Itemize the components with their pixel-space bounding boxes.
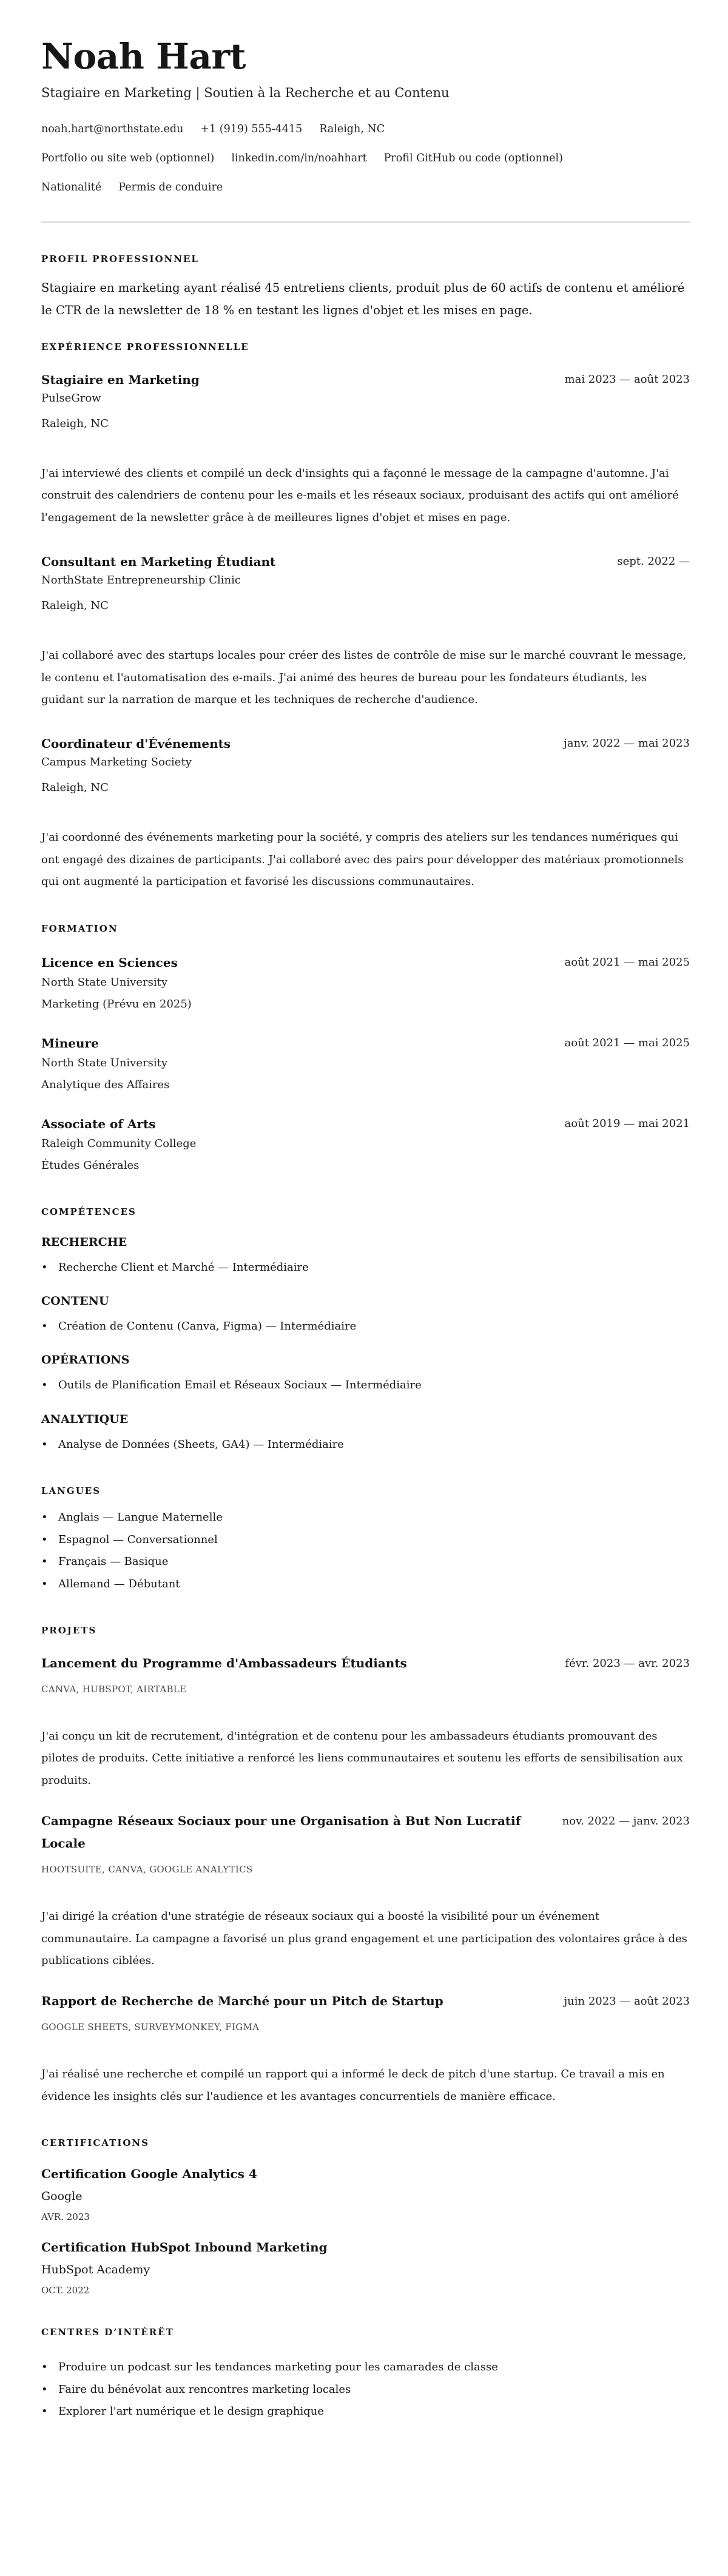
section-title: COMPÉTENCES: [41, 1206, 136, 1217]
drivers-license: Permis de conduire: [118, 181, 223, 193]
skill-list: [41, 1257, 690, 1279]
job-description: J'ai collaboré avec des startups locales pour créer des listes de contrôle de mise sur le marché couvrant le message, le contenu et l'automatisation des e-mails. J'ai animé des heures de bureau pour les fondateurs étudiants, les guidant sur la narration de marque et les techniques de recherche d'audience.: [41, 649, 687, 707]
experience-header: [41, 553, 690, 570]
section-title: LANGUES: [41, 1485, 101, 1497]
field-of-study: Études Générales: [41, 1159, 140, 1172]
skill-list: [41, 1374, 690, 1396]
github-link[interactable]: Profil GitHub ou code (optionnel): [383, 152, 563, 164]
job-title: Stagiaire en Marketing: [41, 372, 200, 387]
certification-date: AVR. 2023: [41, 2211, 90, 2223]
job-dates: sept. 2022 —: [617, 555, 690, 568]
interest-item: • Explorer l'art numérique et le design graphique: [41, 2401, 690, 2423]
job-location: Raleigh, NC: [41, 781, 109, 795]
nationality: Nationalité: [41, 181, 102, 193]
skill-category-title: OPÉRATIONS: [41, 1353, 130, 1367]
job-location: Raleigh, NC: [41, 599, 109, 613]
skill-list: [41, 1316, 690, 1337]
skill-item: • Recherche Client et Marché — Intermédiaire: [41, 1257, 690, 1279]
portfolio-link[interactable]: Portfolio ou site web (optionnel): [41, 152, 215, 164]
project-header: [41, 1810, 690, 1855]
certification-date: OCT. 2022: [41, 2285, 90, 2296]
project-title: Campagne Réseaux Sociaux pour une Organisation à But Non Lucratif Locale: [41, 1814, 521, 1851]
skill-item: • Outils de Planification Email et Réseaux Sociaux — Intermédiaire: [41, 1374, 690, 1396]
header-divider: [41, 221, 690, 223]
job-dates: janv. 2022 — mai 2023: [564, 737, 690, 750]
projects-section: [41, 1624, 690, 2108]
field-of-study: Marketing (Prévu en 2025): [41, 997, 192, 1011]
contact-line: [41, 144, 690, 173]
candidate-name: Noah Hart: [41, 36, 246, 77]
skill-item: • Création de Contenu (Canva, Figma) — Intermédiaire: [41, 1316, 690, 1337]
section-title: PROJETS: [41, 1624, 97, 1636]
experience-header: [41, 735, 690, 752]
project-dates: nov. 2022 — janv. 2023: [562, 1815, 690, 1828]
location: Raleigh, NC: [319, 123, 385, 135]
project-item: [41, 1810, 690, 1972]
experience-header: [41, 371, 690, 388]
candidate-headline: Stagiaire en Marketing | Soutien à la Recherche et au Contenu: [41, 86, 450, 100]
contact-line: [41, 173, 690, 202]
education-dates: août 2021 — mai 2025: [564, 955, 690, 969]
project-technologies: CANVA, HUBSPOT, AIRTABLE: [41, 1683, 187, 1695]
project-technologies: HOOTSUITE, CANVA, GOOGLE ANALYTICS: [41, 1864, 253, 1875]
skill-item: • Analyse de Données (Sheets, GA4) — Intermédiaire: [41, 1434, 690, 1456]
school-name: North State University: [41, 1056, 167, 1069]
company-name: PulseGrow: [41, 392, 101, 405]
skill-category-title: ANALYTIQUE: [41, 1412, 129, 1426]
job-description: J'ai interviewé des clients et compilé un deck d'insights qui a façonné le message de la campagne d'automne. J'ai construit des calendriers de contenu pour les e-mails et les réseaux sociaux, produisant des actifs qui ont amélioré l'engagement de la newsletter grâce à de meilleures lignes d'objet et mises en page.: [41, 467, 679, 524]
school-name: North State University: [41, 975, 167, 989]
education-item: [41, 1115, 690, 1177]
degree-title: Licence en Sciences: [41, 955, 178, 970]
skill-category-title: RECHERCHE: [41, 1235, 127, 1249]
education-dates: août 2021 — mai 2025: [564, 1036, 690, 1049]
skills-section: [41, 1206, 690, 1456]
certification-item: [41, 2239, 690, 2297]
certification-name: Certification HubSpot Inbound Marketing: [41, 2240, 328, 2255]
project-technologies: GOOGLE SHEETS, SURVEYMONKEY, FIGMA: [41, 2022, 260, 2033]
section-title: CERTIFICATIONS: [41, 2137, 149, 2149]
project-dates: févr. 2023 — avr. 2023: [565, 1656, 690, 1670]
project-item: [41, 1652, 690, 1792]
section-title: FORMATION: [41, 923, 118, 934]
experience-item: [41, 553, 690, 711]
certifications-section: [41, 2137, 690, 2297]
email-link[interactable]: noah.hart@northstate.edu: [41, 123, 184, 135]
company-name: NorthState Entrepreneurship Clinic: [41, 574, 241, 587]
project-item: [41, 1990, 690, 2108]
certification-item: [41, 2165, 690, 2224]
education-item: [41, 1035, 690, 1096]
certification-issuer: HubSpot Academy: [41, 2263, 150, 2277]
project-title: Rapport de Recherche de Marché pour un Pitch de Startup: [41, 1994, 443, 2009]
resume-header: [41, 35, 690, 202]
project-description: J'ai conçu un kit de recrutement, d'intégration et de contenu pour les ambassadeurs étudiants promouvant des pilotes de produits. Cette initiative a renforcé les liens communautaires et soutenu les efforts de sensibilisation aux produits.: [41, 1729, 683, 1787]
project-title: Lancement du Programme d'Ambassadeurs Étudiants: [41, 1655, 407, 1670]
job-dates: mai 2023 — août 2023: [564, 373, 690, 386]
contact-line: [41, 115, 690, 144]
education-header: [41, 1035, 690, 1052]
experience-section: [41, 341, 690, 893]
project-description: J'ai dirigé la création d'une stratégie de réseaux sociaux qui a boosté la visibilité pour un événement communautaire. La campagne a favorisé un plus grand engagement et une participation des volontaires grâce à des publications ciblées.: [41, 1910, 687, 1967]
interests-section: [41, 2326, 690, 2423]
language-item: • Allemand — Débutant: [41, 1573, 690, 1595]
education-header: [41, 954, 690, 971]
skill-category-title: CONTENU: [41, 1294, 109, 1308]
field-of-study: Analytique des Affaires: [41, 1078, 170, 1091]
contact-info: [41, 115, 690, 202]
education-header: [41, 1115, 690, 1132]
summary-section: [41, 253, 690, 321]
project-dates: juin 2023 — août 2023: [564, 1995, 690, 2008]
education-item: [41, 954, 690, 1015]
project-description: J'ai réalisé une recherche et compilé un rapport qui a informé le deck de pitch d'une startup. Ce travail a mis en évidence les insights clés sur l'audience et les avantages concurrentiels de manière efficace.: [41, 2068, 665, 2103]
phone-number: +1 (919) 555-4415: [200, 123, 303, 135]
job-description: J'ai coordonné des événements marketing pour la société, y compris des ateliers sur les tendances numériques qui ont engagé des dizaines de participants. J'ai collaboré avec des pairs pour développer des matériaux promotionnels qui ont augmenté la participation et favorisé les discussions communautaires.: [41, 831, 684, 889]
project-header: [41, 1990, 690, 2013]
degree-title: Associate of Arts: [41, 1116, 156, 1131]
degree-title: Mineure: [41, 1035, 99, 1051]
language-item: • Anglais — Langue Maternelle: [41, 1507, 690, 1528]
interest-item: • Faire du bénévolat aux rencontres marketing locales: [41, 2379, 690, 2401]
summary-text: Stagiaire en marketing ayant réalisé 45 entretiens clients, produit plus de 60 actifs de contenu et amélioré le CTR de la newsletter de 18 % en testant les lignes d'objet et les mises en page.: [41, 281, 685, 317]
language-item: • Espagnol — Conversationnel: [41, 1529, 690, 1551]
project-header: [41, 1652, 690, 1675]
company-name: Campus Marketing Society: [41, 756, 192, 769]
certification-name: Certification Google Analytics 4: [41, 2167, 257, 2182]
section-title: CENTRES D’INTÉRÊT: [41, 2327, 174, 2338]
experience-item: [41, 735, 690, 893]
school-name: Raleigh Community College: [41, 1137, 197, 1150]
job-title: Consultant en Marketing Étudiant: [41, 554, 276, 570]
linkedin-link[interactable]: linkedin.com/in/noahhart: [231, 152, 367, 164]
section-title: EXPÉRIENCE PROFESSIONNELLE: [41, 341, 249, 352]
interest-item: • Produire un podcast sur les tendances marketing pour les camarades de classe: [41, 2356, 690, 2378]
section-title: PROFIL PROFESSIONNEL: [41, 254, 199, 264]
language-item: • Français — Basique: [41, 1551, 690, 1573]
certification-issuer: Google: [41, 2190, 83, 2204]
education-dates: août 2019 — mai 2021: [564, 1117, 690, 1130]
job-location: Raleigh, NC: [41, 417, 109, 430]
experience-item: [41, 371, 690, 529]
job-title: Coordinateur d'Événements: [41, 736, 231, 752]
languages-section: [41, 1485, 690, 1595]
skill-list: [41, 1434, 690, 1456]
education-section: [41, 923, 690, 1177]
